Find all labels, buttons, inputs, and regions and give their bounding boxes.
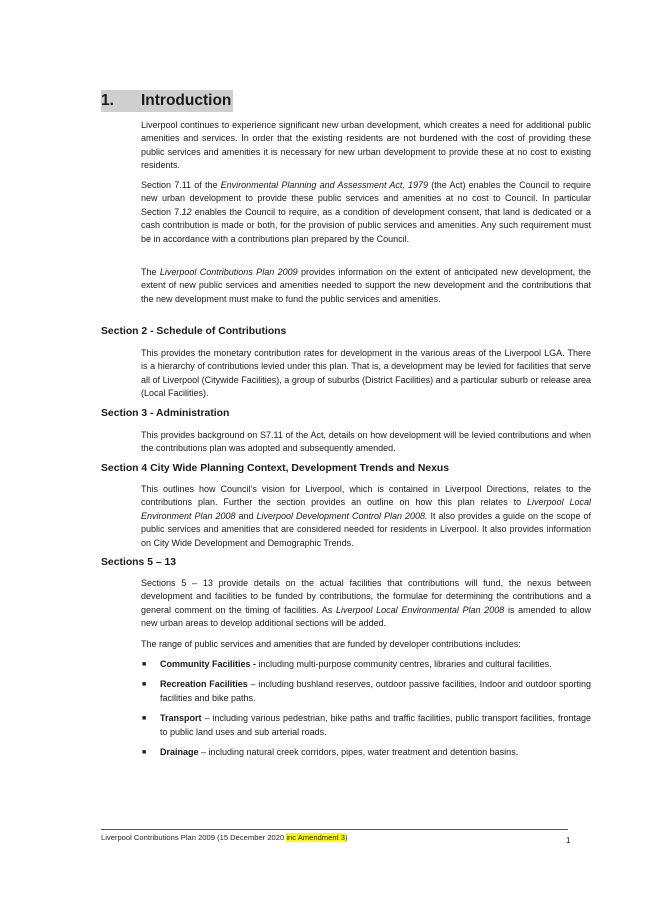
item-text: – including bushland reserves, outdoor passive facilities, Indoor and outdoor sporting facilities and bike paths.	[160, 679, 591, 703]
list-item	[141, 678, 591, 705]
heading-title: Introduction	[141, 92, 232, 109]
page-number: 1	[566, 836, 571, 845]
facilities-list	[141, 658, 591, 766]
list-item	[141, 746, 591, 759]
item-label: Recreation Facilities	[160, 679, 248, 690]
footer-title: Liverpool Contributions Plan 2009 (15 December 2020	[101, 833, 287, 842]
footer-highlight: inc Amendment 3	[286, 833, 346, 842]
list-item	[141, 712, 591, 739]
section-4-body	[141, 483, 591, 550]
sections-5-13-body	[141, 577, 591, 631]
text-run: (the Act) enables the Council to require new urban development to provide these public services and amenities at no cost to Council. In particular Section 7.	[141, 180, 592, 217]
section-heading	[101, 90, 233, 112]
bullet-square-icon: ■	[142, 749, 147, 757]
lep-name: Liverpool Local Environmental Plan 2008	[335, 604, 505, 615]
contributions-range-intro: The range of public services and amenities that are funded by developer contributions includes:	[141, 639, 521, 649]
plan-name: Liverpool Contributions Plan 2009	[159, 267, 298, 277]
section-2-body: This provides the monetary contribution rates for development in the various areas of the Liverpool LGA. There is a hierarchy of contributions levied under this plan. That is, a development may be levied for facilities that serve all of Liverpool (Citywide Facilities), a group of suburbs (District Facilities) and a particular suburb or release area (Local Facilities).	[141, 348, 591, 399]
text-run: and	[235, 510, 257, 521]
text-run: provides information on the extent of anticipated new development, the extent of new public services and amenities needed to support the new development and the contributions that the new development must make to fund the public services and amenities.	[141, 267, 591, 304]
item-label: Transport	[160, 713, 202, 724]
intro-paragraph-1	[141, 119, 591, 173]
text-run: Sections 5 – 13 provide details on the actual facilities that contributions will fund, the nexus between development and facilities to be funded by contributions, the formulae for determining the contributions and a general comment on the timing of facilities. As	[141, 578, 591, 615]
text-run: Section 7.11 of the	[141, 180, 221, 190]
intro-p1-text: Liverpool continues to experience significant new urban development, which creates a need for additional public amenities and services. In order that the existing residents are not burdened with the cost of providing these public services and amenities it is necessary for new urban development to provide these at no cost to existing residents.	[141, 120, 591, 171]
text-run: enables the Council to require, as a condition of development consent, that land is dedicated or a cash contribution is made or both, for the provision of public services and amenities. Any such requirement must be in accordance with a contributions plan prepared by the Council.	[141, 206, 592, 244]
intro-paragraph-2	[141, 179, 591, 246]
section-2-heading: Section 2 - Schedule of Contributions	[101, 326, 287, 337]
lep-name: Liverpool Local Environment Plan 2008	[141, 497, 592, 521]
text-run: This outlines how Council’s vision for Liverpool, which is contained in Liverpool Directions, relates to the contributions plan. Further the section provides an outline on how this plan relates to	[141, 484, 591, 508]
item-text: including multi-purpose community centres, libraries and cultural facilities.	[256, 659, 552, 669]
intro-paragraph-3	[141, 266, 591, 306]
dcp-name: Liverpool Development Control Plan 2008.	[256, 510, 428, 521]
sections-5-13-heading: Sections 5 – 13	[101, 557, 177, 568]
section-3-body: This provides background on S7.11 of the Act, details on how development will be levied contributions and when the contributions plan was adopted and subsequently amended.	[141, 430, 591, 454]
footer-close: )	[345, 833, 348, 842]
item-text: – including natural creek corridors, pipes, water treatment and detention basins.	[198, 747, 519, 758]
list-item	[141, 658, 591, 671]
footer-divider	[101, 829, 568, 830]
item-text: – including various pedestrian, bike paths and traffic facilities, public transport facilities, frontage to public land uses and sub arterial roads.	[160, 713, 591, 737]
heading-number: 1.	[101, 92, 114, 109]
section-number: 12	[181, 206, 192, 217]
section-3-heading: Section 3 - Administration	[101, 408, 230, 419]
item-label: Drainage	[160, 747, 199, 758]
act-name: Environmental Planning and Assessment Act, 1979	[220, 180, 429, 190]
bullet-square-icon: ■	[142, 661, 147, 668]
item-label: Community Facilities -	[160, 659, 257, 669]
text-run: is amended to allow new urban areas to develop additional sections will be added.	[141, 604, 591, 629]
text-run: It also provides a guide on the scope of public services and amenities that are considered needed for residents in Liverpool. It also provides information on City Wide Development and Demographic Trends.	[141, 510, 591, 548]
text-run: The	[141, 267, 160, 277]
bullet-square-icon: ■	[142, 681, 147, 689]
bullet-square-icon: ■	[142, 715, 147, 723]
section-4-heading: Section 4 City Wide Planning Context, Development Trends and Nexus	[101, 463, 450, 474]
footer-text	[101, 833, 348, 842]
